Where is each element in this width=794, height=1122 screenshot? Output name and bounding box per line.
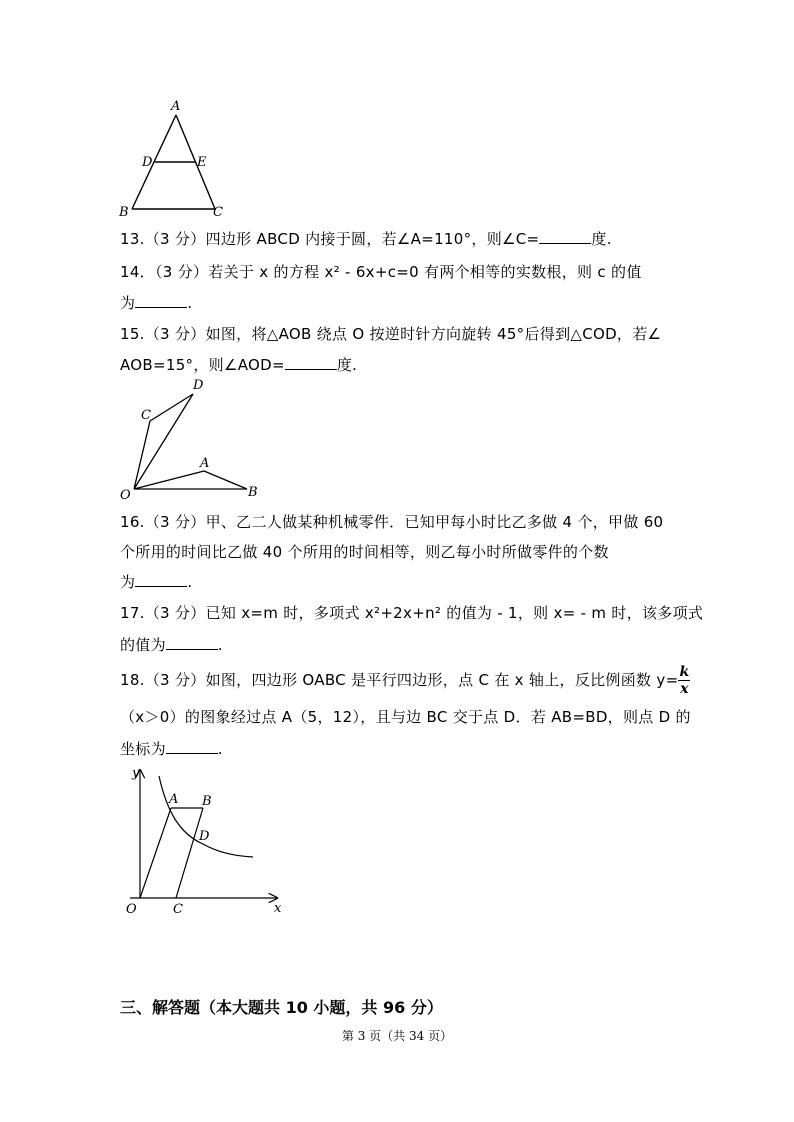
answer-blank[interactable] <box>285 355 337 370</box>
label-c: C <box>213 205 223 220</box>
label-b: B <box>202 794 212 809</box>
label-d: D <box>142 155 153 170</box>
triangle-abc-figure <box>115 95 245 220</box>
answer-blank[interactable] <box>166 635 218 650</box>
fraction-k-over-x: $\frac{k}{x}$ <box>679 664 690 697</box>
question-15-line-1: 15.（3 分）如图，将△AOB 绕点 O 按逆时针方向旋转 45°后得到△COD，若∠ <box>120 325 662 343</box>
question-18-line-2: （x＞0）的图象经过点 A（5，12），且与边 BC 交于点 D．若 AB=BD，则点 D 的 <box>120 708 691 726</box>
question-18-line-3: 坐标为 . <box>120 740 223 758</box>
question-14-line-2: 为 . <box>120 294 193 312</box>
label-y: y <box>132 766 140 781</box>
label-a: A <box>200 456 210 471</box>
label-c: C <box>141 408 151 423</box>
label-o: O <box>120 488 131 503</box>
label-a: A <box>169 792 179 807</box>
label-x: x <box>274 901 282 916</box>
answer-blank[interactable] <box>135 293 187 308</box>
label-a: A <box>171 99 181 114</box>
answer-blank[interactable] <box>539 229 591 244</box>
answer-blank[interactable] <box>135 572 187 587</box>
question-16-line-1: 16.（3 分）甲、乙二人做某种机械零件．已知甲每小时比乙多做 4 个，甲做 60 <box>120 513 664 531</box>
label-b: B <box>119 205 129 220</box>
question-17-line-2: 的值为 . <box>120 636 223 654</box>
page-footer: 第 3 页（共 34 页） <box>341 1029 453 1043</box>
label-b: B <box>248 485 258 500</box>
question-17-line-1: 17.（3 分）已知 x=m 时，多项式 x²+2x+n² 的值为 - 1，则 x= - m 时，该多项式 <box>120 604 704 622</box>
label-c: C <box>173 902 183 917</box>
parallelogram-hyperbola-figure <box>115 762 295 922</box>
question-16-line-3: 为 . <box>120 573 193 591</box>
question-13: 13.（3 分）四边形 ABCD 内接于圆，若∠A=110°，则∠C= 度. <box>120 230 612 248</box>
label-e: E <box>197 155 207 170</box>
label-o: O <box>126 902 137 917</box>
question-18-line-1: 18.（3 分）如图，四边形 OABC 是平行四边形，点 C 在 x 轴上，反比例函数 y= $\frac{k}{x}$ <box>120 664 690 697</box>
answer-blank[interactable] <box>166 739 218 754</box>
question-16-line-2: 个所用的时间比乙做 40 个所用的时间相等，则乙每小时所做零件的个数 <box>120 543 609 561</box>
question-14-line-1: 14．（3 分）若关于 x 的方程 x² - 6x+c=0 有两个相等的实数根，则 c 的值 <box>120 263 642 281</box>
section-title: 三、解答题（本大题共 10 小题，共 96 分） <box>120 998 443 1017</box>
question-15-line-2: AOB=15°，则∠AOD= 度. <box>120 356 358 374</box>
label-d: D <box>193 378 204 393</box>
label-d: D <box>199 829 210 844</box>
rotation-figure <box>115 375 275 505</box>
